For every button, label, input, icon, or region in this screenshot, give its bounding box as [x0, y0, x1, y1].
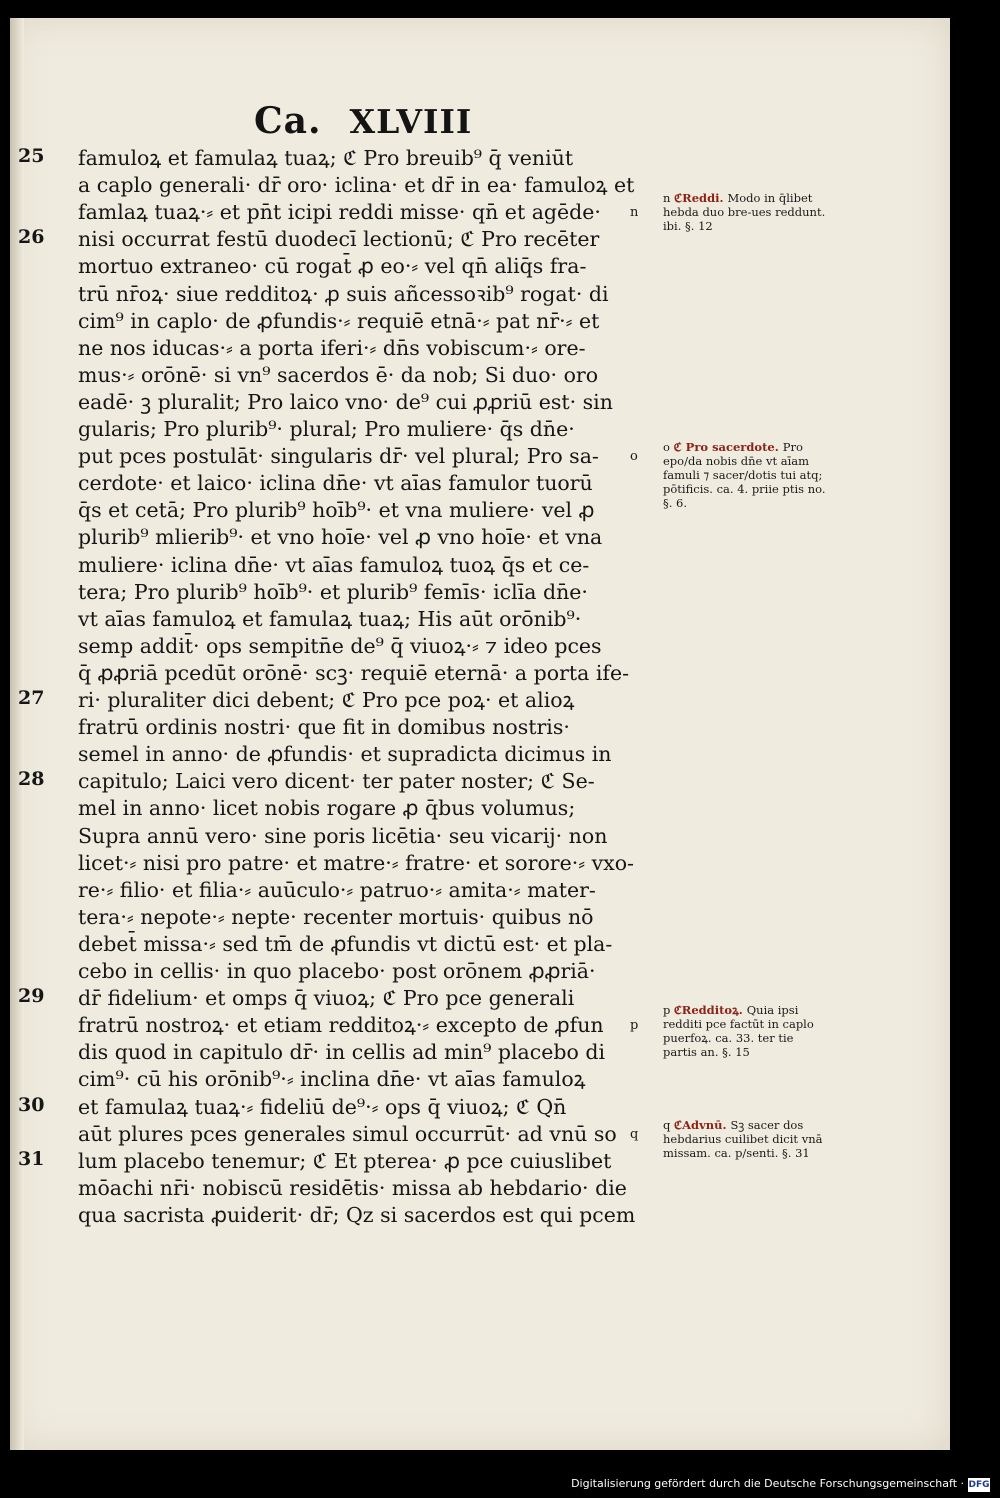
text-line: ne nos iducas·⸗ a porta iferi·⸗ dn̄s vobiscum·⸗ ore-	[78, 335, 586, 360]
text-line: q̄s et cetā; Pro plurib⁹ hoīb⁹· et vna muliere· vel ꝓ	[78, 498, 595, 523]
note-heading: ℭRedditoꝝ.	[674, 1003, 747, 1017]
text-line: dis quod in capitulo dr̄· in cellis ad min⁹ placebo di	[78, 1040, 606, 1065]
text-line: re·⸗ filio· et filia·⸗ auūculo·⸗ patruo·⸗ amita·⸗ mater-	[78, 877, 596, 902]
note-letter: o	[663, 440, 674, 454]
line-number: 27	[18, 687, 45, 709]
text-line: nisi occurrat festū duodecī lectionū; ℭ Pro recēter	[78, 227, 600, 252]
text-line: fratrū ordinis nostri· que fit in domibus nostris·	[78, 715, 570, 740]
note-text: Modo in q̄libet hebda duo bre-ues reddunt. ibi. §. 12	[663, 191, 826, 233]
note-heading: ℭAdvnū.	[674, 1118, 731, 1132]
text-line: muliere· iclina dn̄e· vt aīas famuloꝝ tuoꝝ q̄s et ce-	[78, 552, 590, 577]
text-line: a caplo generali· dr̄ oro· iclina· et dr̄ in ea· famuloꝝ et	[78, 173, 635, 198]
text-line: semel in anno· de ꝓfundis· et supradicta dicimus in	[78, 742, 612, 767]
text-line: cerdote· et laico· iclina dn̄e· vt aīas famulor tuorū	[78, 471, 593, 496]
chapter-heading	[254, 100, 472, 142]
text-line: mel in anno· licet nobis rogare ꝓ q̄bus volumus;	[78, 796, 576, 821]
line-number: 29	[18, 985, 45, 1008]
text-line: et famulaꝝ tuaꝝ·⸗ fideliū de⁹·⸗ ops q̄ viuoꝝ; ℭ Qn̄	[78, 1094, 567, 1119]
note-letter: n	[663, 191, 675, 205]
book-page	[10, 18, 950, 1450]
note-reference-mark: p	[630, 1018, 639, 1034]
text-line: tera; Pro plurib⁹ hoīb⁹· et plurib⁹ femīs· iclīa dn̄e·	[78, 579, 588, 604]
note-heading: ℭReddi.	[674, 191, 728, 205]
marginal-note	[663, 440, 828, 510]
marginal-note	[663, 1003, 828, 1059]
text-line: q̄ ꝓꝓriā pcedūt orōnē· scꝫ· requiē eternā· a porta ife-	[78, 660, 630, 685]
text-line: cim⁹ in caplo· de ꝓfundis·⸗ requiē etnā·⸗ pat nr̄·⸗ et	[78, 308, 600, 333]
note-text: Pro epo/da nobis dn̄e vt aīam famuli ⁊ sacer/dotis tui atq; pōtificis. ca. 4. priie ptis no. §. 6.	[663, 440, 826, 510]
note-text: Quia ipsi redditi pce factūt in caplo puerfoꝝ. ca. 33. ter tie partis an. §. 15	[663, 1003, 814, 1059]
note-reference-mark: n	[630, 205, 639, 221]
text-line: capitulo; Laici vero dicent· ter pater noster; ℭ Se-	[78, 769, 595, 794]
text-line: plurib⁹ mlierib⁹· et vno hoīe· vel ꝓ vno hoīe· et vna	[78, 525, 603, 550]
note-letter: q	[663, 1118, 675, 1132]
text-line: mōachi nr̄i· nobiscū residētis· missa ab hebdario· die	[78, 1175, 627, 1200]
text-line: licet·⸗ nisi pro patre· et matre·⸗ fratre· et sorore·⸗ vxo-	[78, 850, 634, 875]
text-line: debet̄ missa·⸗ sed tm̄ de ꝓfundis vt dictū est· et pla-	[78, 931, 613, 956]
line-number: 26	[18, 226, 45, 249]
note-letter: p	[663, 1003, 675, 1017]
text-line: trū nr̄oꝝ· siue redditoꝝ· ꝓ suis añcessoꝛib⁹ rogat· di	[78, 281, 609, 306]
text-line: semp addit̄· ops sempitn̄e de⁹ q̄ viuoꝝ·⸗ ⁊ ideo pces	[78, 633, 602, 658]
note-reference-mark: q	[630, 1126, 639, 1142]
text-line: cebo in cellis· in quo placebo· post orōnem ꝓꝓriā·	[78, 959, 596, 983]
digitization-credit: Digitalisierung gefördert durch die Deutsche Forschungsgemeinschaft ·	[571, 1477, 964, 1490]
text-line: cim⁹· cū his orōnib⁹·⸗ inclina dn̄e· vt aīas famuloꝝ	[78, 1067, 586, 1092]
dfg-logo: DFG	[968, 1480, 990, 1490]
text-line: mortuo extraneo· cū rogat̄ ꝓ eo·⸗ vel qn̄ aliq̄s fra-	[78, 254, 587, 279]
text-line: aūt plures pces generales simul occurrūt· ad vnū so	[78, 1121, 617, 1146]
chapter-number: XLVIII	[349, 102, 473, 141]
text-line: famuloꝝ et famulaꝝ tuaꝝ; ℭ Pro breuib⁹ q̄ veniūt	[78, 146, 574, 170]
text-line: famlaꝝ tuaꝝ·⸗ et pn̄t icipi reddi misse· qn̄ et agēde·	[78, 200, 601, 225]
note-heading: ℭ Pro sacerdote.	[673, 440, 783, 454]
text-line: dr̄ fidelium· et omps q̄ viuoꝝ; ℭ Pro pce generali	[78, 986, 575, 1011]
note-text: Sꝫ sacer dos hebdarius cuilibet dicit vnā missam. ca. p/senti. §. 31	[663, 1118, 823, 1160]
line-number: 25	[18, 145, 45, 167]
text-line: vt aīas famuloꝝ et famulaꝝ tuaꝝ; His aūt orōnib⁹·	[78, 606, 582, 631]
line-number: 28	[18, 768, 45, 791]
text-line: qua sacrista ꝓuiderit· dr̄; Qz si sacerdos est qui pcem	[78, 1202, 636, 1227]
text-line: put pces postulāt· singularis dr̄· vel plural; Pro sa-	[78, 444, 599, 469]
text-line: eadē· ꝫ pluralit; Pro laico vno· de⁹ cui ꝓꝓriū est· sin	[78, 389, 613, 414]
text-line: tera·⸗ nepote·⸗ nepte· recenter mortuis· quibus nō	[78, 904, 594, 929]
text-line: Supra annū vero· sine poris licētia· seu vicarij· non	[78, 823, 608, 848]
note-reference-mark: o	[630, 449, 638, 465]
line-number: 30	[18, 1093, 45, 1116]
marginal-note	[663, 191, 828, 233]
text-line: lum placebo tenemur; ℭ Et pterea· ꝓ pce cuiuslibet	[78, 1148, 612, 1173]
marginal-note	[663, 1118, 828, 1160]
text-line: mus·⸗ orōnē· si vn⁹ sacerdos ē· da nob; Si duo· oro	[78, 362, 599, 387]
line-number: 31	[18, 1147, 45, 1170]
text-line: ri· pluraliter dici debent; ℭ Pro pce poꝝ· et alioꝝ	[78, 688, 575, 712]
text-line: fratrū nostroꝝ· et etiam redditoꝝ·⸗ excepto de ꝓfun	[78, 1013, 604, 1038]
text-line: gularis; Pro plurib⁹· plural; Pro muliere· q̄s dn̄e·	[78, 417, 575, 441]
chapter-prefix: Ca.	[254, 100, 322, 142]
